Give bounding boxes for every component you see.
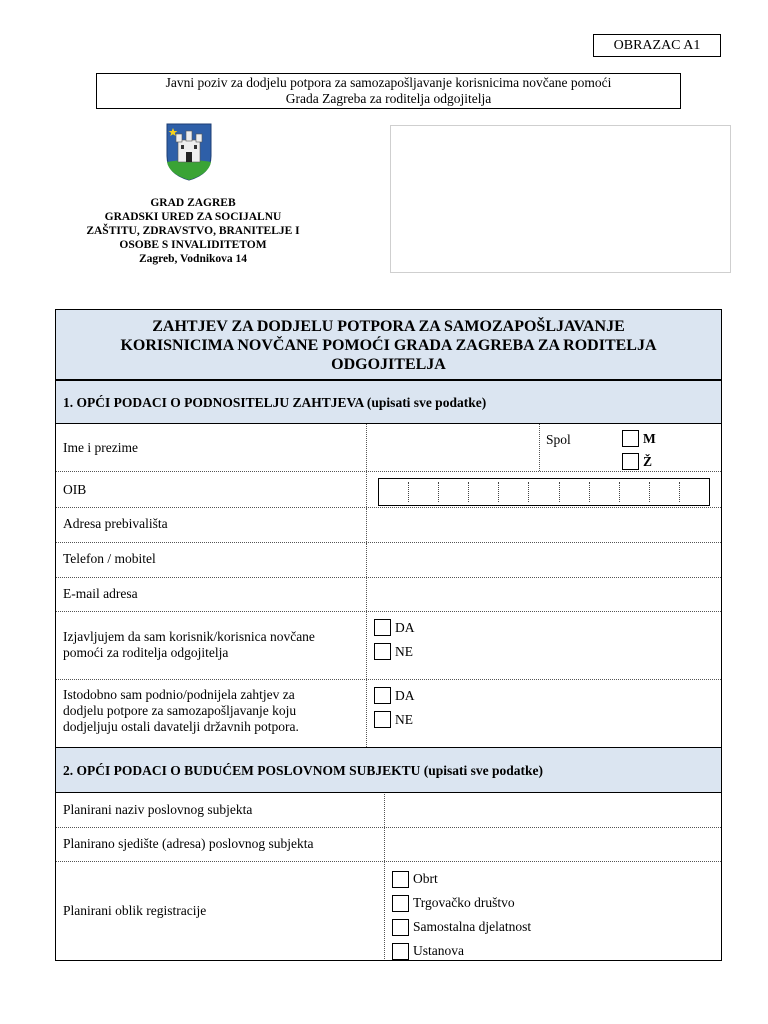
business-name-row <box>56 794 721 828</box>
sex-label: Spol <box>546 432 571 447</box>
public-call-line2: Grada Zagreba za roditelja odgojitelja <box>285 91 492 106</box>
section2-heading-note: (upisati sve podatke) <box>423 763 544 778</box>
application-form <box>55 309 722 961</box>
q1-no-checkbox[interactable] <box>374 643 391 660</box>
beneficiary-question <box>63 629 315 661</box>
form-title-line2: KORISNICIMA NOVČANE POMOĆI GRADA ZAGREBA ZA RODITELJA <box>120 337 657 354</box>
reg-selfemployed-checkbox[interactable] <box>392 919 409 936</box>
receipt-stamp-box <box>390 125 731 273</box>
oib-label: OIB <box>63 482 87 497</box>
sex-f-label: Ž <box>643 454 653 469</box>
reg-obrt-checkbox[interactable] <box>392 871 409 888</box>
business-seat-input[interactable] <box>385 828 721 861</box>
sex-f-checkbox[interactable] <box>622 453 639 470</box>
beneficiary-question-row <box>56 612 721 680</box>
phone-label: Telefon / mobitel <box>63 551 156 566</box>
org-line3: ZAŠTITU, ZDRAVSTVO, BRANITELJE I <box>86 225 300 237</box>
phone-row <box>56 543 721 578</box>
phone-input[interactable] <box>367 543 721 577</box>
reg-selfemployed-label: Samostalna djelatnost <box>413 919 532 934</box>
org-line2: GRADSKI URED ZA SOCIJALNU <box>104 211 282 223</box>
q2-line1: Istodobno sam podnio/podnijela zahtjev za <box>63 687 295 702</box>
name-label: Ime i prezime <box>63 440 138 455</box>
reg-institution-checkbox[interactable] <box>392 943 409 960</box>
address-label: Adresa prebivališta <box>63 516 168 531</box>
zagreb-crest-icon <box>165 122 213 182</box>
address-row <box>56 508 721 543</box>
q1-no-label: NE <box>395 644 413 659</box>
reg-obrt-label: Obrt <box>413 871 438 886</box>
email-input[interactable] <box>367 578 721 611</box>
q2-no-label: NE <box>395 712 413 727</box>
q2-yes-label: DA <box>395 688 415 703</box>
q2-line2: dodjelu potpore za samozapošljavanje koju <box>63 703 297 718</box>
address-input[interactable] <box>367 508 721 542</box>
q2-no-checkbox[interactable] <box>374 711 391 728</box>
section2-heading-text: 2. OPĆI PODACI O BUDUĆEM POSLOVNOM SUBJEKTU <box>63 763 421 778</box>
section1-heading-note: (upisati sve podatke) <box>366 395 487 410</box>
org-line1: GRAD ZAGREB <box>150 197 236 209</box>
form-title-line1: ZAHTJEV ZA DODJELU POTPORA ZA SAMOZAPOŠLJAVANJE <box>152 318 625 335</box>
sex-m-label: M <box>643 431 656 446</box>
business-name-input[interactable] <box>385 794 721 827</box>
email-row <box>56 578 721 612</box>
other-aid-question <box>63 687 299 735</box>
reg-company-checkbox[interactable] <box>392 895 409 912</box>
registration-row <box>56 862 721 959</box>
section1-heading-text: 1. OPĆI PODACI O PODNOSITELJU ZAHTJEVA <box>63 395 364 410</box>
business-seat-row <box>56 828 721 862</box>
org-address: Zagreb, Vodnikova 14 <box>138 253 248 265</box>
public-call-line1: Javni poziv za dodjelu potpora za samozapošljavanje korisnicima novčane pomoći <box>165 75 612 90</box>
q2-line3: dodjeljuju ostali davatelji državnih potpora. <box>63 719 299 734</box>
reg-institution-label: Ustanova <box>413 943 464 958</box>
q1-yes-label: DA <box>395 620 415 635</box>
form-title <box>56 310 721 380</box>
org-line4: OSOBE S INVALIDITETOM <box>119 239 267 251</box>
public-call-title <box>96 73 681 109</box>
organization-block <box>68 196 318 266</box>
form-title-line3: ODGOJITELJA <box>331 356 446 373</box>
email-label: E-mail adresa <box>63 586 138 601</box>
business-name-label: Planirani naziv poslovnog subjekta <box>63 802 253 817</box>
q1-yes-checkbox[interactable] <box>374 619 391 636</box>
other-aid-question-row <box>56 680 721 747</box>
q2-yes-checkbox[interactable] <box>374 687 391 704</box>
oib-row <box>56 472 721 508</box>
oib-input[interactable] <box>378 478 710 506</box>
sex-m-checkbox[interactable] <box>622 430 639 447</box>
registration-label: Planirani oblik registracije <box>63 903 207 918</box>
form-code: OBRAZAC A1 <box>593 34 721 57</box>
section2-heading <box>56 747 721 793</box>
section1-heading <box>56 380 721 424</box>
name-row <box>56 424 721 472</box>
reg-company-label: Trgovačko društvo <box>413 895 515 910</box>
name-input[interactable] <box>367 424 538 471</box>
business-seat-label: Planirano sjedište (adresa) poslovnog subjekta <box>63 836 314 851</box>
q1-line2: pomoći za roditelja odgojitelja <box>63 645 229 660</box>
q1-line1: Izjavljujem da sam korisnik/korisnica novčane <box>63 629 315 644</box>
